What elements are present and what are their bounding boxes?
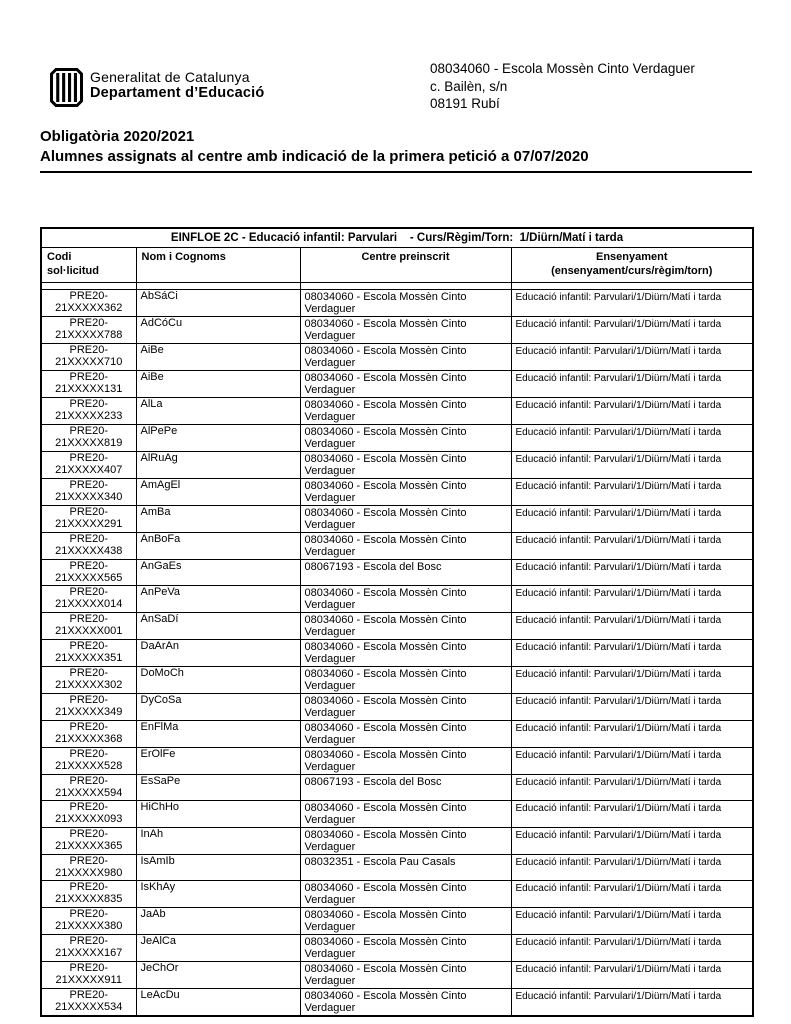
table-row — [41, 989, 753, 1017]
school-address: c. Bailèn, s/n — [430, 78, 508, 94]
cell-ensenyament: Educació infantil: Parvulari/1/Diürn/Matí i tarda — [511, 317, 753, 344]
cell-ensenyament: Educació infantil: Parvulari/1/Diürn/Matí i tarda — [511, 694, 753, 721]
codi-line-1: PRE20- — [69, 479, 109, 491]
cell-centre-preinscrit: 08034060 - Escola Mossèn Cinto Verdaguer — [300, 317, 511, 344]
codi-line-2: 21XXXXX565 — [55, 571, 123, 584]
cell-centre-preinscrit: 08034060 - Escola Mossèn Cinto Verdaguer — [300, 452, 511, 479]
cell-ensenyament: Educació infantil: Parvulari/1/Diürn/Matí i tarda — [511, 962, 753, 989]
cell-centre-preinscrit: 08034060 - Escola Mossèn Cinto Verdaguer — [300, 881, 511, 908]
codi-line-2: 21XXXXX291 — [55, 517, 123, 530]
cell-ensenyament: Educació infantil: Parvulari/1/Diürn/Matí i tarda — [511, 908, 753, 935]
codi-line-1: PRE20- — [69, 721, 109, 733]
cell-centre-preinscrit: 08034060 - Escola Mossèn Cinto Verdaguer — [300, 425, 511, 452]
codi-line-2: 21XXXXX980 — [55, 866, 123, 879]
codi-line-2: 21XXXXX534 — [55, 1000, 123, 1013]
codi-line-1: PRE20- — [69, 425, 109, 437]
codi-line-2: 21XXXXX093 — [55, 812, 123, 825]
table-row — [41, 935, 753, 962]
cell-nom-cognoms: LeAcDu — [136, 989, 300, 1017]
codi-line-2: 21XXXXX819 — [55, 436, 123, 449]
column-header-codi — [41, 248, 136, 283]
cell-ensenyament: Educació infantil: Parvulari/1/Diürn/Matí i tarda — [511, 613, 753, 640]
codi-line-2: 21XXXXX368 — [55, 732, 123, 745]
table-column-header-row — [41, 248, 753, 283]
codi-line-2: 21XXXXX788 — [55, 328, 123, 341]
cell-codi-sollicitud — [41, 479, 136, 506]
cell-ensenyament: Educació infantil: Parvulari/1/Diürn/Matí i tarda — [511, 989, 753, 1017]
table-row — [41, 425, 753, 452]
cell-centre-preinscrit: 08034060 - Escola Mossèn Cinto Verdaguer — [300, 344, 511, 371]
cell-codi-sollicitud — [41, 640, 136, 667]
table-row — [41, 560, 753, 586]
column-header-codi-line1: Codi — [47, 251, 72, 263]
cell-ensenyament: Educació infantil: Parvulari/1/Diürn/Matí i tarda — [511, 452, 753, 479]
table-row — [41, 344, 753, 371]
column-header-ensenyament — [511, 248, 753, 283]
cell-codi-sollicitud — [41, 452, 136, 479]
codi-line-1: PRE20- — [69, 613, 109, 625]
cell-nom-cognoms: EnFlMa — [136, 721, 300, 748]
cell-codi-sollicitud — [41, 935, 136, 962]
cell-nom-cognoms: JaAb — [136, 908, 300, 935]
cell-codi-sollicitud — [41, 989, 136, 1017]
cell-nom-cognoms: AbSáCi — [136, 290, 300, 317]
column-header-centre: Centre preinscrit — [300, 248, 511, 283]
codi-line-1: PRE20- — [69, 533, 109, 545]
cell-ensenyament: Educació infantil: Parvulari/1/Diürn/Matí i tarda — [511, 506, 753, 533]
codi-line-1: PRE20- — [69, 908, 109, 920]
cell-nom-cognoms: AmAgEl — [136, 479, 300, 506]
cell-nom-cognoms: JeAlCa — [136, 935, 300, 962]
document-titles — [40, 127, 752, 173]
codi-line-1: PRE20- — [69, 371, 109, 383]
cell-codi-sollicitud — [41, 667, 136, 694]
cell-centre-preinscrit: 08034060 - Escola Mossèn Cinto Verdaguer — [300, 694, 511, 721]
codi-line-1: PRE20- — [69, 989, 109, 1001]
cell-centre-preinscrit: 08034060 - Escola Mossèn Cinto Verdaguer — [300, 828, 511, 855]
cell-nom-cognoms: AlRuAg — [136, 452, 300, 479]
table-row — [41, 640, 753, 667]
cell-codi-sollicitud — [41, 801, 136, 828]
cell-nom-cognoms: AnBoFa — [136, 533, 300, 560]
codi-line-1: PRE20- — [69, 344, 109, 356]
table-row — [41, 748, 753, 775]
cell-ensenyament: Educació infantil: Parvulari/1/Diürn/Matí i tarda — [511, 586, 753, 613]
cell-ensenyament: Educació infantil: Parvulari/1/Diürn/Matí i tarda — [511, 479, 753, 506]
cell-nom-cognoms: AiBe — [136, 371, 300, 398]
cell-centre-preinscrit: 08034060 - Escola Mossèn Cinto Verdaguer — [300, 479, 511, 506]
school-city: 08191 Rubí — [430, 96, 500, 111]
codi-line-2: 21XXXXX528 — [55, 759, 123, 772]
column-header-ense-line1: Ensenyament — [595, 251, 668, 263]
codi-line-1: PRE20- — [69, 694, 109, 706]
codi-line-1: PRE20- — [69, 748, 109, 760]
cell-nom-cognoms: AnPeVa — [136, 586, 300, 613]
table-row — [41, 506, 753, 533]
column-header-ense-line2: (ensenyament/curs/règim/torn) — [551, 265, 713, 277]
department-name: Departament d’Educació — [90, 85, 265, 101]
table-row — [41, 962, 753, 989]
cell-nom-cognoms: AlPePe — [136, 425, 300, 452]
cell-nom-cognoms: HiChHo — [136, 801, 300, 828]
table-row — [41, 479, 753, 506]
codi-line-1: PRE20- — [69, 855, 109, 867]
codi-line-2: 21XXXXX167 — [55, 946, 123, 959]
codi-line-1: PRE20- — [69, 801, 109, 813]
org-name: Generalitat de Catalunya — [90, 69, 250, 85]
header-body-gap-cell — [511, 283, 753, 290]
cell-nom-cognoms: AdCóCu — [136, 317, 300, 344]
cell-nom-cognoms: JeChOr — [136, 962, 300, 989]
brand-text — [90, 66, 264, 101]
assignments-table — [40, 227, 754, 1017]
table-row — [41, 452, 753, 479]
cell-codi-sollicitud — [41, 398, 136, 425]
cell-centre-preinscrit: 08034060 - Escola Mossèn Cinto Verdaguer — [300, 962, 511, 989]
codi-line-1: PRE20- — [69, 506, 109, 518]
header-brand — [50, 66, 264, 107]
cell-centre-preinscrit: 08034060 - Escola Mossèn Cinto Verdaguer — [300, 290, 511, 317]
cell-nom-cognoms: AiBe — [136, 344, 300, 371]
codi-line-1: PRE20- — [69, 775, 109, 787]
codi-line-2: 21XXXXX351 — [55, 651, 123, 664]
cell-codi-sollicitud — [41, 317, 136, 344]
cell-codi-sollicitud — [41, 962, 136, 989]
cell-nom-cognoms: ErOlFe — [136, 748, 300, 775]
codi-line-1: PRE20- — [69, 586, 109, 598]
table-row — [41, 667, 753, 694]
column-header-nom: Nom i Cognoms — [136, 248, 300, 283]
cell-ensenyament: Educació infantil: Parvulari/1/Diürn/Matí i tarda — [511, 533, 753, 560]
table-row — [41, 586, 753, 613]
cell-ensenyament: Educació infantil: Parvulari/1/Diürn/Matí i tarda — [511, 935, 753, 962]
codi-line-2: 21XXXXX407 — [55, 463, 123, 476]
cell-ensenyament: Educació infantil: Parvulari/1/Diürn/Matí i tarda — [511, 881, 753, 908]
cell-ensenyament: Educació infantil: Parvulari/1/Diürn/Matí i tarda — [511, 801, 753, 828]
cell-centre-preinscrit: 08034060 - Escola Mossèn Cinto Verdaguer — [300, 533, 511, 560]
cell-nom-cognoms: AlLa — [136, 398, 300, 425]
cell-nom-cognoms: DoMoCh — [136, 667, 300, 694]
table-row — [41, 908, 753, 935]
codi-line-2: 21XXXXX710 — [55, 355, 123, 368]
codi-line-1: PRE20- — [69, 640, 109, 652]
table-row — [41, 721, 753, 748]
table-row — [41, 398, 753, 425]
codi-line-2: 21XXXXX380 — [55, 919, 123, 932]
table-row — [41, 881, 753, 908]
cell-codi-sollicitud — [41, 586, 136, 613]
cell-ensenyament: Educació infantil: Parvulari/1/Diürn/Matí i tarda — [511, 828, 753, 855]
codi-line-2: 21XXXXX365 — [55, 839, 123, 852]
header-body-gap-cell — [136, 283, 300, 290]
cell-centre-preinscrit: 08034060 - Escola Mossèn Cinto Verdaguer — [300, 667, 511, 694]
cell-centre-preinscrit: 08034060 - Escola Mossèn Cinto Verdaguer — [300, 721, 511, 748]
codi-line-1: PRE20- — [69, 452, 109, 464]
doc-subtitle: Obligatòria 2020/2021 — [40, 128, 195, 145]
cell-nom-cognoms: EsSaPe — [136, 775, 300, 801]
codi-line-1: PRE20- — [69, 560, 109, 572]
codi-line-2: 21XXXXX835 — [55, 892, 123, 905]
header-body-gap-cell — [41, 283, 136, 290]
assignments-table-wrap — [40, 227, 752, 1017]
codi-line-1: PRE20- — [69, 667, 109, 679]
column-header-codi-line2: sol·licitud — [47, 265, 99, 277]
cell-centre-preinscrit: 08034060 - Escola Mossèn Cinto Verdaguer — [300, 371, 511, 398]
table-row — [41, 371, 753, 398]
codi-line-2: 21XXXXX362 — [55, 301, 123, 314]
school-info-block — [430, 60, 695, 113]
cell-ensenyament: Educació infantil: Parvulari/1/Diürn/Matí i tarda — [511, 398, 753, 425]
cell-centre-preinscrit: 08034060 - Escola Mossèn Cinto Verdaguer — [300, 398, 511, 425]
cell-ensenyament: Educació infantil: Parvulari/1/Diürn/Matí i tarda — [511, 425, 753, 452]
codi-line-2: 21XXXXX001 — [55, 624, 123, 637]
cell-centre-preinscrit: 08034060 - Escola Mossèn Cinto Verdaguer — [300, 506, 511, 533]
cell-codi-sollicitud — [41, 560, 136, 586]
cell-ensenyament: Educació infantil: Parvulari/1/Diürn/Matí i tarda — [511, 560, 753, 586]
cell-codi-sollicitud — [41, 533, 136, 560]
table-body — [41, 290, 753, 1017]
cell-codi-sollicitud — [41, 344, 136, 371]
table-row — [41, 801, 753, 828]
cell-centre-preinscrit: 08034060 - Escola Mossèn Cinto Verdaguer — [300, 801, 511, 828]
cell-centre-preinscrit: 08034060 - Escola Mossèn Cinto Verdaguer — [300, 613, 511, 640]
codi-line-2: 21XXXXX014 — [55, 597, 123, 610]
cell-centre-preinscrit: 08034060 - Escola Mossèn Cinto Verdaguer — [300, 989, 511, 1017]
cell-codi-sollicitud — [41, 694, 136, 721]
codi-line-2: 21XXXXX911 — [55, 973, 122, 986]
cell-codi-sollicitud — [41, 908, 136, 935]
cell-nom-cognoms: DyCoSa — [136, 694, 300, 721]
cell-ensenyament: Educació infantil: Parvulari/1/Diürn/Matí i tarda — [511, 667, 753, 694]
codi-line-1: PRE20- — [69, 881, 109, 893]
codi-line-1: PRE20- — [69, 290, 109, 302]
codi-line-2: 21XXXXX349 — [55, 705, 123, 718]
codi-line-2: 21XXXXX131 — [55, 382, 123, 395]
table-row — [41, 613, 753, 640]
cell-centre-preinscrit: 08034060 - Escola Mossèn Cinto Verdaguer — [300, 748, 511, 775]
cell-codi-sollicitud — [41, 855, 136, 881]
cell-codi-sollicitud — [41, 613, 136, 640]
table-row — [41, 828, 753, 855]
cell-codi-sollicitud — [41, 506, 136, 533]
cell-centre-preinscrit: 08032351 - Escola Pau Casals — [300, 855, 511, 881]
header-body-gap-row — [41, 283, 753, 290]
table-row — [41, 317, 753, 344]
cell-ensenyament: Educació infantil: Parvulari/1/Diürn/Matí i tarda — [511, 371, 753, 398]
cell-codi-sollicitud — [41, 290, 136, 317]
cell-ensenyament: Educació infantil: Parvulari/1/Diürn/Matí i tarda — [511, 855, 753, 881]
cell-centre-preinscrit: 08034060 - Escola Mossèn Cinto Verdaguer — [300, 640, 511, 667]
cell-codi-sollicitud — [41, 721, 136, 748]
codi-line-1: PRE20- — [69, 317, 109, 329]
codi-line-2: 21XXXXX438 — [55, 544, 123, 557]
cell-codi-sollicitud — [41, 881, 136, 908]
table-group-header: EINFLOE 2C - Educació infantil: Parvulari - Curs/Règim/Torn: 1/Diürn/Matí i tarda — [41, 228, 753, 248]
cell-codi-sollicitud — [41, 828, 136, 855]
cell-centre-preinscrit: 08034060 - Escola Mossèn Cinto Verdaguer — [300, 908, 511, 935]
cell-nom-cognoms: IsAmIb — [136, 855, 300, 881]
cell-nom-cognoms: DaArAn — [136, 640, 300, 667]
cell-centre-preinscrit: 08067193 - Escola del Bosc — [300, 775, 511, 801]
cell-codi-sollicitud — [41, 371, 136, 398]
cell-nom-cognoms: AnSaDí — [136, 613, 300, 640]
cell-ensenyament: Educació infantil: Parvulari/1/Diürn/Matí i tarda — [511, 640, 753, 667]
cell-ensenyament: Educació infantil: Parvulari/1/Diürn/Matí i tarda — [511, 344, 753, 371]
cell-ensenyament: Educació infantil: Parvulari/1/Diürn/Matí i tarda — [511, 775, 753, 801]
table-row — [41, 694, 753, 721]
codi-line-1: PRE20- — [69, 398, 109, 410]
cell-nom-cognoms: IsKhAy — [136, 881, 300, 908]
codi-line-2: 21XXXXX340 — [55, 490, 123, 503]
table-row — [41, 855, 753, 881]
table-row — [41, 533, 753, 560]
header-body-gap-cell — [300, 283, 511, 290]
school-code-name: 08034060 - Escola Mossèn Cinto Verdaguer — [430, 61, 695, 76]
cell-ensenyament: Educació infantil: Parvulari/1/Diürn/Matí i tarda — [511, 290, 753, 317]
cell-codi-sollicitud — [41, 748, 136, 775]
table-row — [41, 775, 753, 801]
codi-line-1: PRE20- — [69, 828, 109, 840]
cell-codi-sollicitud — [41, 775, 136, 801]
codi-line-2: 21XXXXX302 — [55, 678, 123, 691]
cell-codi-sollicitud — [41, 425, 136, 452]
cell-nom-cognoms: AnGaEs — [136, 560, 300, 586]
codi-line-1: PRE20- — [69, 962, 109, 974]
cell-centre-preinscrit: 08034060 - Escola Mossèn Cinto Verdaguer — [300, 935, 511, 962]
generalitat-senyera-icon — [50, 68, 83, 107]
table-row — [41, 290, 753, 317]
cell-nom-cognoms: InAh — [136, 828, 300, 855]
codi-line-1: PRE20- — [69, 935, 109, 947]
cell-ensenyament: Educació infantil: Parvulari/1/Diürn/Matí i tarda — [511, 748, 753, 775]
cell-ensenyament: Educació infantil: Parvulari/1/Diürn/Matí i tarda — [511, 721, 753, 748]
cell-centre-preinscrit: 08034060 - Escola Mossèn Cinto Verdaguer — [300, 586, 511, 613]
codi-line-2: 21XXXXX594 — [55, 786, 123, 799]
table-group-header-row — [41, 228, 753, 248]
doc-title: Alumnes assignats al centre amb indicació de la primera petició a 07/07/2020 — [40, 148, 589, 165]
cell-nom-cognoms: AmBa — [136, 506, 300, 533]
codi-line-2: 21XXXXX233 — [55, 409, 123, 422]
cell-centre-preinscrit: 08067193 - Escola del Bosc — [300, 560, 511, 586]
